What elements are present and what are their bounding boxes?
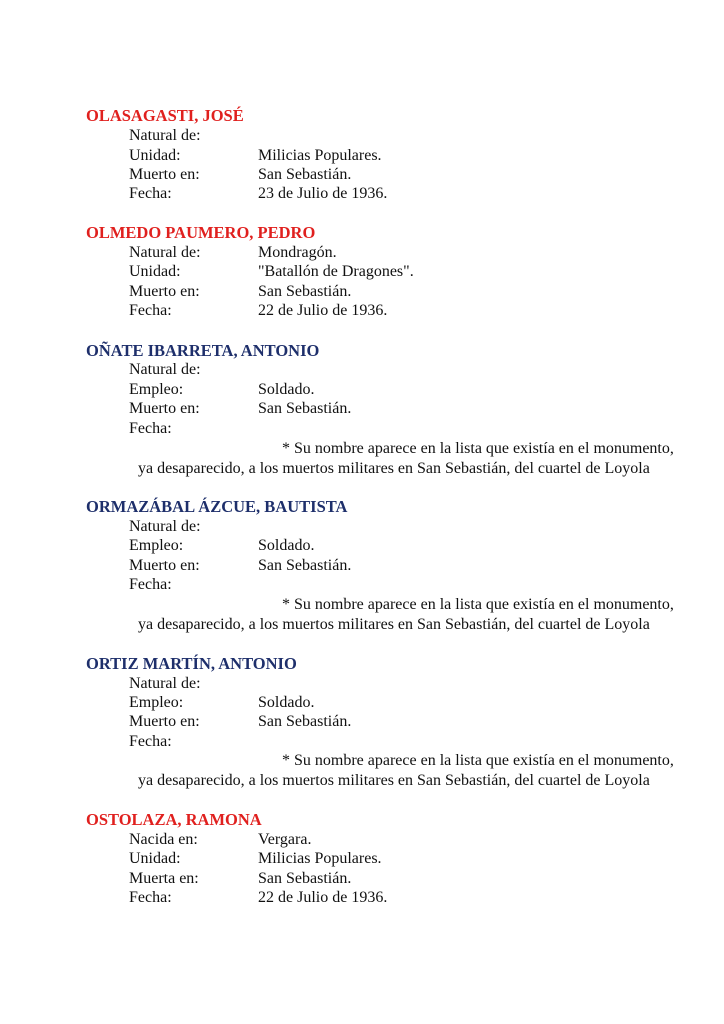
record-name: OLASAGASTI, JOSÉ <box>86 106 244 125</box>
field-value: 22 de Julio de 1936. <box>258 302 388 319</box>
record-name: OÑATE IBARRETA, ANTONIO <box>86 341 320 360</box>
field-value: San Sebastián. <box>258 283 352 300</box>
field-label: Unidad: <box>129 850 181 867</box>
field-label: Empleo: <box>129 694 184 711</box>
field-value: "Batallón de Dragones". <box>258 263 414 280</box>
field-value: Milicias Populares. <box>258 850 382 867</box>
footnote-line: ya desaparecido, a los muertos militares en San Sebastián, del cuartel de Loyola <box>138 460 650 477</box>
footnote-line: * Su nombre aparece en la lista que existía en el monumento, <box>282 596 674 613</box>
footnote-line: ya desaparecido, a los muertos militares en San Sebastián, del cuartel de Loyola <box>138 616 650 633</box>
field-label: Empleo: <box>129 381 184 398</box>
field-value: San Sebastián. <box>258 713 352 730</box>
field-label: Unidad: <box>129 263 181 280</box>
field-label: Natural de: <box>129 127 201 144</box>
field-value: San Sebastián. <box>258 166 352 183</box>
field-label: Fecha: <box>129 733 172 750</box>
record-name: OSTOLAZA, RAMONA <box>86 810 262 829</box>
field-value: San Sebastián. <box>258 870 352 887</box>
field-label: Fecha: <box>129 576 172 593</box>
footnote-line: * Su nombre aparece en la lista que existía en el monumento, <box>282 752 674 769</box>
field-value: Soldado. <box>258 694 315 711</box>
record-name: ORTIZ MARTÍN, ANTONIO <box>86 654 297 673</box>
field-label: Fecha: <box>129 420 172 437</box>
field-label: Muerto en: <box>129 400 200 417</box>
field-label: Nacida en: <box>129 831 198 848</box>
record-name: ORMAZÁBAL ÁZCUE, BAUTISTA <box>86 497 348 516</box>
field-label: Fecha: <box>129 889 172 906</box>
field-value: Milicias Populares. <box>258 147 382 164</box>
footnote-line: ya desaparecido, a los muertos militares en San Sebastián, del cuartel de Loyola <box>138 772 650 789</box>
field-label: Muerto en: <box>129 557 200 574</box>
record-name: OLMEDO PAUMERO, PEDRO <box>86 223 316 242</box>
field-label: Muerto en: <box>129 166 200 183</box>
field-label: Natural de: <box>129 244 201 261</box>
field-value: San Sebastián. <box>258 557 352 574</box>
field-value: 22 de Julio de 1936. <box>258 889 388 906</box>
field-label: Empleo: <box>129 537 184 554</box>
field-value: 23 de Julio de 1936. <box>258 185 388 202</box>
field-value: Mondragón. <box>258 244 337 261</box>
field-label: Natural de: <box>129 518 201 535</box>
footnote-line: * Su nombre aparece en la lista que existía en el monumento, <box>282 440 674 457</box>
field-value: Soldado. <box>258 381 315 398</box>
field-label: Fecha: <box>129 185 172 202</box>
field-value: San Sebastián. <box>258 400 352 417</box>
field-label: Fecha: <box>129 302 172 319</box>
field-value: Vergara. <box>258 831 312 848</box>
field-label: Muerto en: <box>129 713 200 730</box>
field-label: Natural de: <box>129 361 201 378</box>
field-value: Soldado. <box>258 537 315 554</box>
field-label: Muerta en: <box>129 870 199 887</box>
field-label: Natural de: <box>129 675 201 692</box>
field-label: Unidad: <box>129 147 181 164</box>
field-label: Muerto en: <box>129 283 200 300</box>
